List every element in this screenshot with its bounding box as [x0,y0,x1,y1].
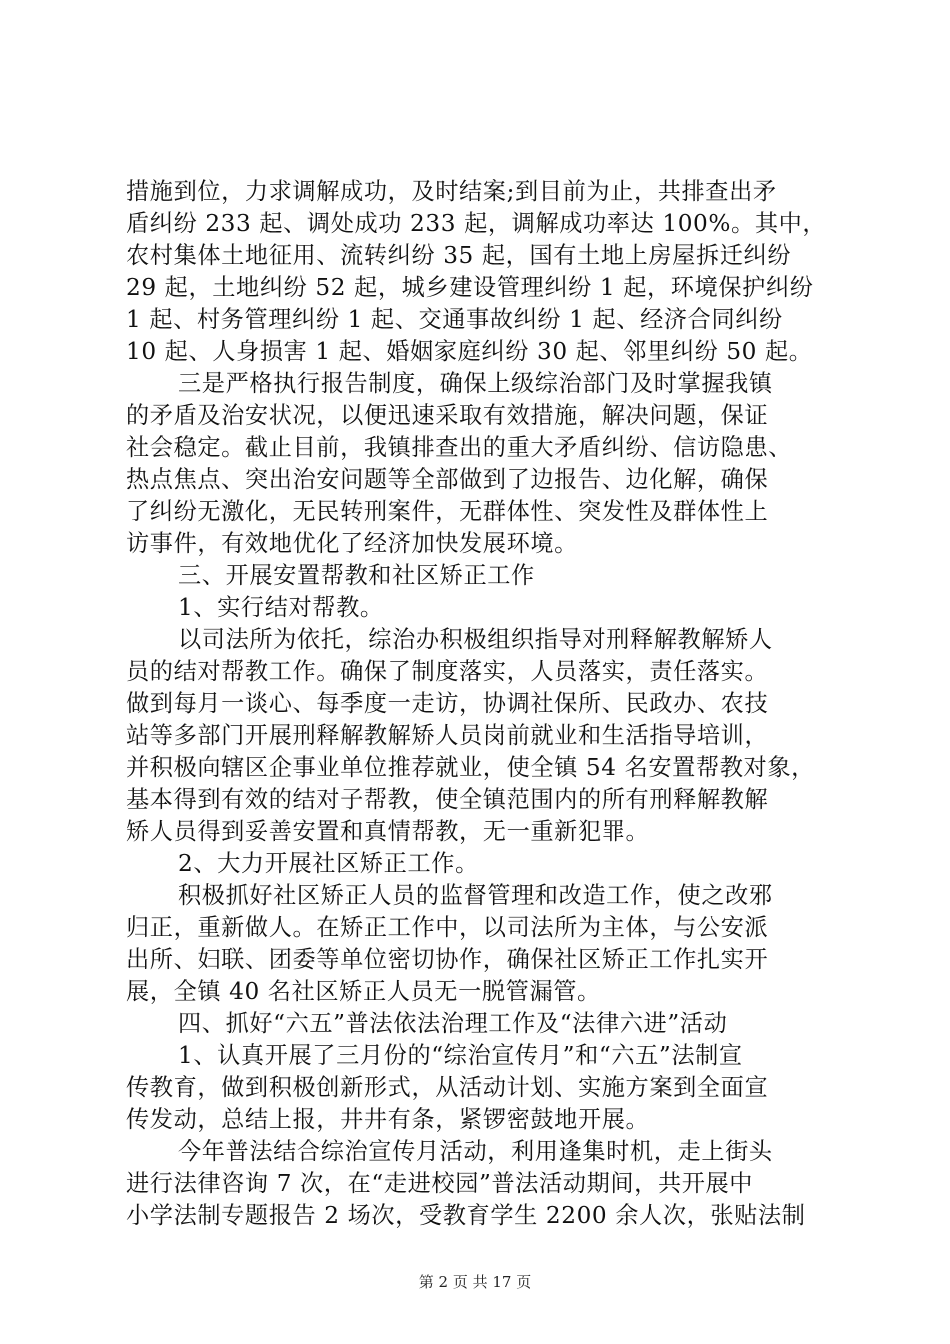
text-line: 做到每月一谈心、每季度一走访，协调社保所、民政办、农技 [126,690,769,717]
text-line: 10 起、人身损害 1 起、婚姻家庭纠纷 30 起、邻里纠纷 50 起。 [126,338,813,365]
section-heading: 四、抓好“六五”普法依法治理工作及“法律六进”活动 [178,1010,728,1037]
text-line: 1 起、村务管理纠纷 1 起、交通事故纠纷 1 起、经济合同纠纷 [126,306,783,333]
paragraph-start-line: 以司法所为依托，综治办积极组织指导对刑释解教解矫人 [178,626,773,653]
text-line: 归正，重新做人。在矫正工作中，以司法所为主体，与公安派 [126,914,769,941]
text-line: 传教育，做到积极创新形式，从活动计划、实施方案到全面宣 [126,1074,769,1101]
text-line: 进行法律咨询 7 次，在“走进校园”普法活动期间，共开展中 [126,1170,754,1197]
text-line: 传发动，总结上报，井井有条，紧锣密鼓地开展。 [126,1106,650,1133]
paragraph-start-line: 三是严格执行报告制度，确保上级综治部门及时掌握我镇 [178,370,773,397]
text-line: 措施到位，力求调解成功，及时结案;到目前为止，共排查出矛 [126,178,777,205]
paragraph-start-line: 积极抓好社区矫正人员的监督管理和改造工作，使之改邪 [178,882,773,909]
subsection-heading: 1、实行结对帮教。 [178,594,384,621]
subsection-heading: 2、大力开展社区矫正工作。 [178,850,479,877]
text-line: 29 起，土地纠纷 52 起，城乡建设管理纠纷 1 起，环境保护纠纷 [126,274,814,301]
text-line: 员的结对帮教工作。确保了制度落实，人员落实，责任落实。 [126,658,769,685]
text-line: 农村集体土地征用、流转纠纷 35 起，国有土地上房屋拆迁纠纷 [126,242,792,269]
text-line: 小学法制专题报告 2 场次，受教育学生 2200 余人次，张贴法制 [126,1202,806,1229]
text-line: 并积极向辖区企事业单位推荐就业，使全镇 54 名安置帮教对象， [126,754,815,781]
text-line: 盾纠纷 233 起、调处成功 233 起，调解成功率达 100%。其中， [126,210,827,237]
text-line: 站等多部门开展刑释解教解矫人员岗前就业和生活指导培训， [126,722,769,749]
text-line: 了纠纷无激化，无民转刑案件，无群体性、突发性及群体性上 [126,498,769,525]
section-heading: 三、开展安置帮教和社区矫正工作 [178,562,535,589]
text-line: 基本得到有效的结对子帮教，使全镇范围内的所有刑释解教解 [126,786,769,813]
text-line: 访事件，有效地优化了经济加快发展环境。 [126,530,578,557]
text-line: 热点焦点、突出治安问题等全部做到了边报告、边化解，确保 [126,466,769,493]
page-number-footer: 第 2 页 共 17 页 [418,1273,532,1291]
text-line: 出所、妇联、团委等单位密切协作，确保社区矫正工作扎实开 [126,946,769,973]
text-line: 展，全镇 40 名社区矫正人员无一脱管漏管。 [126,978,601,1005]
paragraph-start-line: 今年普法结合综治宣传月活动，利用逢集时机，走上街头 [178,1138,773,1165]
paragraph-start-line: 1、认真开展了三月份的“综治宣传月”和“六五”法制宣 [178,1042,743,1069]
text-line: 社会稳定。截止目前，我镇排查出的重大矛盾纠纷、信访隐患、 [126,434,793,461]
text-line: 矫人员得到妥善安置和真情帮教，无一重新犯罪。 [126,818,650,845]
text-line: 的矛盾及治安状况，以便迅速采取有效措施，解决问题，保证 [126,402,769,429]
